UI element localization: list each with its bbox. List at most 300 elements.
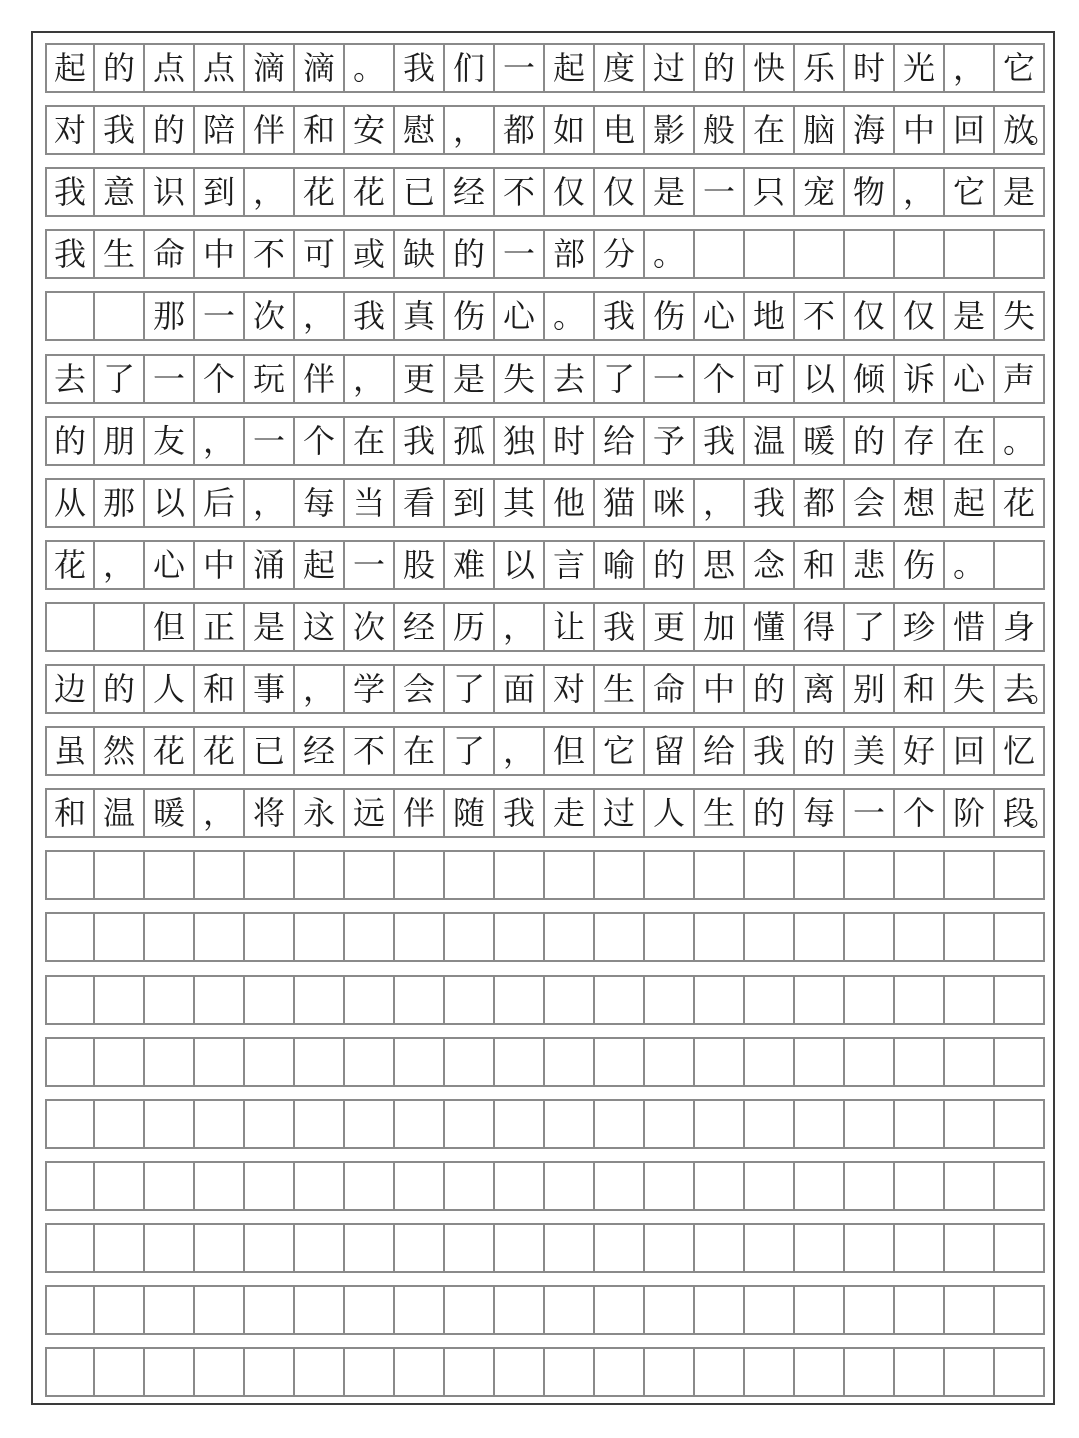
grid-cell — [345, 1349, 395, 1395]
grid-cell — [695, 914, 745, 960]
grid-cell: 影 — [645, 107, 695, 153]
grid-cell — [945, 1039, 995, 1085]
grid-cell — [445, 914, 495, 960]
grid-cell — [47, 1349, 95, 1395]
grid-cell — [695, 1349, 745, 1395]
grid-cell: 是 — [445, 356, 495, 402]
grid-cell — [145, 977, 195, 1023]
grid-cell — [895, 914, 945, 960]
grid-cell: 快 — [745, 45, 795, 91]
grid-row — [45, 975, 1045, 1025]
grid-cell — [995, 1039, 1045, 1085]
grid-cell: 了 — [595, 356, 645, 402]
composition-sheet — [31, 31, 1059, 1405]
grid-cell: 的 — [95, 666, 145, 712]
grid-cell: 想 — [895, 480, 945, 526]
grid-cell — [845, 852, 895, 898]
grid-cell: 和 — [895, 666, 945, 712]
grid-cell — [245, 977, 295, 1023]
grid-cell: 正 — [195, 604, 245, 650]
grid-row — [45, 105, 1059, 155]
grid-cell: 喻 — [595, 542, 645, 588]
grid-cell — [595, 1349, 645, 1395]
grid-cell: 历 — [445, 604, 495, 650]
grid-cell — [745, 1163, 795, 1209]
grid-cell — [945, 914, 995, 960]
grid-cell: 以 — [495, 542, 545, 588]
grid-cell — [995, 1349, 1045, 1395]
grid-cell: 般 — [695, 107, 745, 153]
grid-cell: 意 — [95, 169, 145, 215]
grid-cell — [945, 1349, 995, 1395]
grid-cell: 看 — [395, 480, 445, 526]
grid-cell: 那 — [145, 293, 195, 339]
grid-cell — [445, 1287, 495, 1333]
grid-cell: 了 — [95, 356, 145, 402]
grid-cell: 更 — [645, 604, 695, 650]
grid-cell: 学 — [345, 666, 395, 712]
grid-cell: 它 — [945, 169, 995, 215]
grid-cell: 起 — [295, 542, 345, 588]
grid-cell — [995, 1225, 1045, 1271]
grid-cell — [795, 1163, 845, 1209]
grid-cell: 中 — [195, 231, 245, 277]
grid-cell: 不 — [245, 231, 295, 277]
grid-cell: 当 — [345, 480, 395, 526]
grid-cell: 随 — [445, 790, 495, 836]
grid-cell: 心 — [145, 542, 195, 588]
grid-cell — [545, 1225, 595, 1271]
grid-cell: 念 — [745, 542, 795, 588]
grid-cell — [545, 977, 595, 1023]
grid-cell — [295, 1101, 345, 1147]
grid-cell: 在 — [345, 418, 395, 464]
grid-cell — [845, 1039, 895, 1085]
grid-cell — [445, 1225, 495, 1271]
grid-cell: 难 — [445, 542, 495, 588]
grid-cell — [995, 852, 1045, 898]
grid-cell — [545, 1039, 595, 1085]
grid-cell — [395, 977, 445, 1023]
grid-cell — [295, 914, 345, 960]
grid-cell — [295, 1039, 345, 1085]
grid-cell: 伴 — [295, 356, 345, 402]
grid-cell: 人 — [645, 790, 695, 836]
grid-cell: 是 — [245, 604, 295, 650]
grid-cell: 在 — [945, 418, 995, 464]
grid-cell: 诉 — [895, 356, 945, 402]
grid-cell — [295, 977, 345, 1023]
grid-cell: 分 — [595, 231, 645, 277]
grid-cell: 去 — [545, 356, 595, 402]
grid-cell: 我 — [745, 728, 795, 774]
grid-cell: 独 — [495, 418, 545, 464]
grid-cell: 永 — [295, 790, 345, 836]
grid-cell: 一 — [345, 542, 395, 588]
grid-cell: 如 — [545, 107, 595, 153]
grid-cell — [845, 1349, 895, 1395]
grid-cell: 回 — [945, 728, 995, 774]
grid-cell: 我 — [95, 107, 145, 153]
grid-row — [45, 726, 1045, 776]
grid-cell: 每 — [295, 480, 345, 526]
grid-cell — [445, 1101, 495, 1147]
grid-cell — [845, 977, 895, 1023]
grid-cell — [695, 977, 745, 1023]
grid-cell — [895, 1039, 945, 1085]
grid-cell — [95, 1101, 145, 1147]
grid-cell — [645, 1225, 695, 1271]
grid-row — [45, 1161, 1045, 1211]
grid-cell — [195, 1163, 245, 1209]
grid-cell — [95, 1039, 145, 1085]
grid-cell: 们 — [445, 45, 495, 91]
grid-cell: 是 — [645, 169, 695, 215]
grid-cell: 对 — [47, 107, 95, 153]
grid-cell: 缺 — [395, 231, 445, 277]
grid-cell — [95, 852, 145, 898]
grid-cell: 伴 — [245, 107, 295, 153]
grid-cell: 他 — [545, 480, 595, 526]
grid-cell: 一 — [495, 231, 545, 277]
grid-cell: 或 — [345, 231, 395, 277]
grid-cell: 。 — [345, 45, 395, 91]
grid-cell — [845, 1287, 895, 1333]
grid-cell: 脑 — [795, 107, 845, 153]
grid-cell — [47, 293, 95, 339]
grid-cell — [695, 1287, 745, 1333]
grid-cell — [395, 914, 445, 960]
grid-cell — [595, 914, 645, 960]
grid-cell: 生 — [595, 666, 645, 712]
grid-cell: 我 — [495, 790, 545, 836]
grid-cell — [395, 1349, 445, 1395]
grid-cell: 和 — [47, 790, 95, 836]
grid-cell — [945, 231, 995, 277]
grid-cell: 倾 — [845, 356, 895, 402]
grid-cell — [695, 852, 745, 898]
grid-cell — [395, 852, 445, 898]
grid-cell — [745, 1287, 795, 1333]
grid-cell — [195, 914, 245, 960]
grid-cell — [395, 1287, 445, 1333]
grid-cell — [145, 852, 195, 898]
grid-cell — [545, 1163, 595, 1209]
grid-cell — [995, 542, 1045, 588]
grid-cell — [845, 231, 895, 277]
grid-row — [45, 664, 1059, 714]
grid-cell: 以 — [795, 356, 845, 402]
grid-cell — [895, 1225, 945, 1271]
grid-cell: 这 — [295, 604, 345, 650]
grid-cell: 朋 — [95, 418, 145, 464]
grid-cell: 。 — [995, 418, 1045, 464]
grid-cell — [445, 977, 495, 1023]
grid-cell: 不 — [795, 293, 845, 339]
grid-cell: 后 — [195, 480, 245, 526]
grid-cell — [945, 1163, 995, 1209]
grid-cell: 存 — [895, 418, 945, 464]
grid-cell — [295, 1163, 345, 1209]
grid-cell: 会 — [395, 666, 445, 712]
grid-cell: 花 — [47, 542, 95, 588]
grid-cell: 仅 — [845, 293, 895, 339]
grid-cell: 温 — [95, 790, 145, 836]
grid-cell: 人 — [145, 666, 195, 712]
grid-cell: 心 — [495, 293, 545, 339]
grid-cell: 将 — [245, 790, 295, 836]
grid-cell: 懂 — [745, 604, 795, 650]
grid-cell: 真 — [395, 293, 445, 339]
grid-cell: 一 — [145, 356, 195, 402]
grid-cell: 失 — [495, 356, 545, 402]
grid-cell: 光 — [895, 45, 945, 91]
grid-cell: 。 — [945, 542, 995, 588]
grid-cell — [95, 1225, 145, 1271]
grid-cell: 不 — [495, 169, 545, 215]
grid-cell — [595, 1101, 645, 1147]
grid-cell — [895, 977, 945, 1023]
grid-cell: 度 — [595, 45, 645, 91]
grid-cell — [145, 1349, 195, 1395]
grid-cell: 伤 — [895, 542, 945, 588]
grid-cell — [195, 1349, 245, 1395]
grid-cell: 。 — [645, 231, 695, 277]
grid-cell: 点 — [145, 45, 195, 91]
grid-cell: 暖 — [145, 790, 195, 836]
grid-cell — [245, 1101, 295, 1147]
grid-cell — [895, 1163, 945, 1209]
grid-cell: 让 — [545, 604, 595, 650]
overflow-period: 。 — [1026, 795, 1059, 833]
grid-cell: 经 — [395, 604, 445, 650]
grid-cell: 可 — [295, 231, 345, 277]
grid-cell — [345, 1039, 395, 1085]
grid-cell: 失 — [995, 293, 1045, 339]
grid-cell: 中 — [895, 107, 945, 153]
grid-cell: 猫 — [595, 480, 645, 526]
grid-cell: ， — [195, 418, 245, 464]
grid-cell: 花 — [195, 728, 245, 774]
grid-cell: 失 — [945, 666, 995, 712]
grid-cell — [47, 1287, 95, 1333]
grid-cell — [345, 852, 395, 898]
grid-cell: 部 — [545, 231, 595, 277]
grid-cell: ， — [895, 169, 945, 215]
grid-cell — [345, 977, 395, 1023]
grid-cell: 一 — [845, 790, 895, 836]
grid-cell: 我 — [695, 418, 745, 464]
grid-row — [45, 788, 1059, 838]
grid-cell: 点 — [195, 45, 245, 91]
grid-cell: 走 — [545, 790, 595, 836]
grid-cell — [295, 1287, 345, 1333]
grid-cell: 生 — [95, 231, 145, 277]
grid-cell: 一 — [195, 293, 245, 339]
grid-row — [45, 43, 1045, 93]
grid-cell — [95, 914, 145, 960]
grid-cell — [295, 852, 345, 898]
grid-cell: 声 — [995, 356, 1045, 402]
grid-cell — [445, 852, 495, 898]
grid-cell — [245, 1349, 295, 1395]
grid-cell: 去 — [47, 356, 95, 402]
grid-cell: 它 — [995, 45, 1045, 91]
grid-cell: 乐 — [795, 45, 845, 91]
grid-cell: 仅 — [595, 169, 645, 215]
grid-cell: 一 — [495, 45, 545, 91]
grid-cell — [745, 977, 795, 1023]
grid-cell: 中 — [195, 542, 245, 588]
grid-cell: ， — [295, 666, 345, 712]
grid-cell: 虽 — [47, 728, 95, 774]
grid-cell: 离 — [795, 666, 845, 712]
grid-cell: 美 — [845, 728, 895, 774]
grid-cell: 过 — [595, 790, 645, 836]
grid-cell: 时 — [845, 45, 895, 91]
grid-cell: 的 — [95, 45, 145, 91]
grid-cell: 的 — [695, 45, 745, 91]
grid-cell — [395, 1101, 445, 1147]
grid-cell — [195, 1101, 245, 1147]
grid-cell: 每 — [795, 790, 845, 836]
grid-cell — [195, 977, 245, 1023]
grid-cell — [95, 604, 145, 650]
grid-cell — [645, 1287, 695, 1333]
grid-cell — [895, 852, 945, 898]
grid-cell — [445, 1039, 495, 1085]
grid-cell — [545, 1101, 595, 1147]
grid-cell — [295, 1349, 345, 1395]
grid-cell: 暖 — [795, 418, 845, 464]
grid-cell: 命 — [645, 666, 695, 712]
grid-cell: 它 — [595, 728, 645, 774]
grid-cell — [845, 1225, 895, 1271]
grid-cell: 远 — [345, 790, 395, 836]
grid-cell — [795, 231, 845, 277]
grid-cell: 但 — [145, 604, 195, 650]
grid-cell: 陪 — [195, 107, 245, 153]
grid-cell — [695, 231, 745, 277]
grid-cell — [795, 1349, 845, 1395]
grid-cell: 回 — [945, 107, 995, 153]
grid-cell — [245, 852, 295, 898]
grid-cell: 可 — [745, 356, 795, 402]
grid-cell — [845, 1163, 895, 1209]
grid-cell: 和 — [295, 107, 345, 153]
grid-row — [45, 1099, 1045, 1149]
grid-cell: 事 — [245, 666, 295, 712]
grid-cell: 对 — [545, 666, 595, 712]
grid-cell — [195, 1225, 245, 1271]
grid-cell — [745, 1101, 795, 1147]
grid-cell: ， — [445, 107, 495, 153]
grid-cell — [795, 977, 845, 1023]
grid-cell — [95, 1349, 145, 1395]
grid-row — [45, 1347, 1045, 1397]
grid-cell: 伴 — [395, 790, 445, 836]
grid-cell — [195, 1039, 245, 1085]
grid-cell — [545, 914, 595, 960]
grid-cell — [995, 1101, 1045, 1147]
grid-cell — [395, 1225, 445, 1271]
grid-cell: ， — [95, 542, 145, 588]
grid-cell — [345, 1101, 395, 1147]
grid-cell: 友 — [145, 418, 195, 464]
grid-cell — [245, 1225, 295, 1271]
grid-cell: 会 — [845, 480, 895, 526]
grid-cell: 安 — [345, 107, 395, 153]
grid-cell — [645, 1039, 695, 1085]
grid-row — [45, 602, 1045, 652]
grid-cell: 去 。 — [995, 666, 1045, 712]
grid-cell — [95, 293, 145, 339]
grid-cell — [495, 1039, 545, 1085]
grid-cell: 心 — [945, 356, 995, 402]
grid-cell: 起 — [945, 480, 995, 526]
grid-cell — [595, 852, 645, 898]
grid-cell: 到 — [445, 480, 495, 526]
grid-row — [45, 1285, 1045, 1335]
grid-cell: 的 — [795, 728, 845, 774]
grid-cell: 过 — [645, 45, 695, 91]
grid-cell: 花 — [345, 169, 395, 215]
grid-cell: 珍 — [895, 604, 945, 650]
grid-cell: 不 — [345, 728, 395, 774]
grid-cell: 都 — [495, 107, 545, 153]
grid-cell: 的 — [47, 418, 95, 464]
grid-cell — [745, 1349, 795, 1395]
grid-cell: 了 — [445, 728, 495, 774]
grid-cell — [195, 852, 245, 898]
grid-cell — [345, 914, 395, 960]
grid-cell — [645, 1163, 695, 1209]
grid-cell: 次 — [245, 293, 295, 339]
grid-cell — [345, 1163, 395, 1209]
grid-cell: 物 — [845, 169, 895, 215]
grid-cell — [495, 852, 545, 898]
grid-cell — [145, 914, 195, 960]
grid-cell: 仅 — [895, 293, 945, 339]
grid-cell: 别 — [845, 666, 895, 712]
grid-cell: 宠 — [795, 169, 845, 215]
grid-row — [45, 416, 1045, 466]
grid-cell: 玩 — [245, 356, 295, 402]
grid-cell: ， — [695, 480, 745, 526]
grid-cell — [145, 1225, 195, 1271]
grid-cell: 我 — [595, 293, 645, 339]
grid-cell: 加 — [695, 604, 745, 650]
grid-cell: 个 — [895, 790, 945, 836]
grid-cell — [945, 1225, 995, 1271]
grid-cell — [495, 1287, 545, 1333]
grid-cell: 给 — [595, 418, 645, 464]
grid-cell: 生 — [695, 790, 745, 836]
grid-cell — [745, 1225, 795, 1271]
grid-cell: 时 — [545, 418, 595, 464]
grid-cell: 地 — [745, 293, 795, 339]
grid-cell — [795, 1225, 845, 1271]
grid-cell — [595, 1039, 645, 1085]
grid-cell: 是 — [995, 169, 1045, 215]
grid-cell: 经 — [295, 728, 345, 774]
grid-cell: 的 — [445, 231, 495, 277]
grid-cell — [545, 1349, 595, 1395]
grid-cell — [245, 1163, 295, 1209]
grid-cell: 一 — [245, 418, 295, 464]
overflow-period: 。 — [1026, 671, 1059, 709]
grid-cell — [595, 1225, 645, 1271]
